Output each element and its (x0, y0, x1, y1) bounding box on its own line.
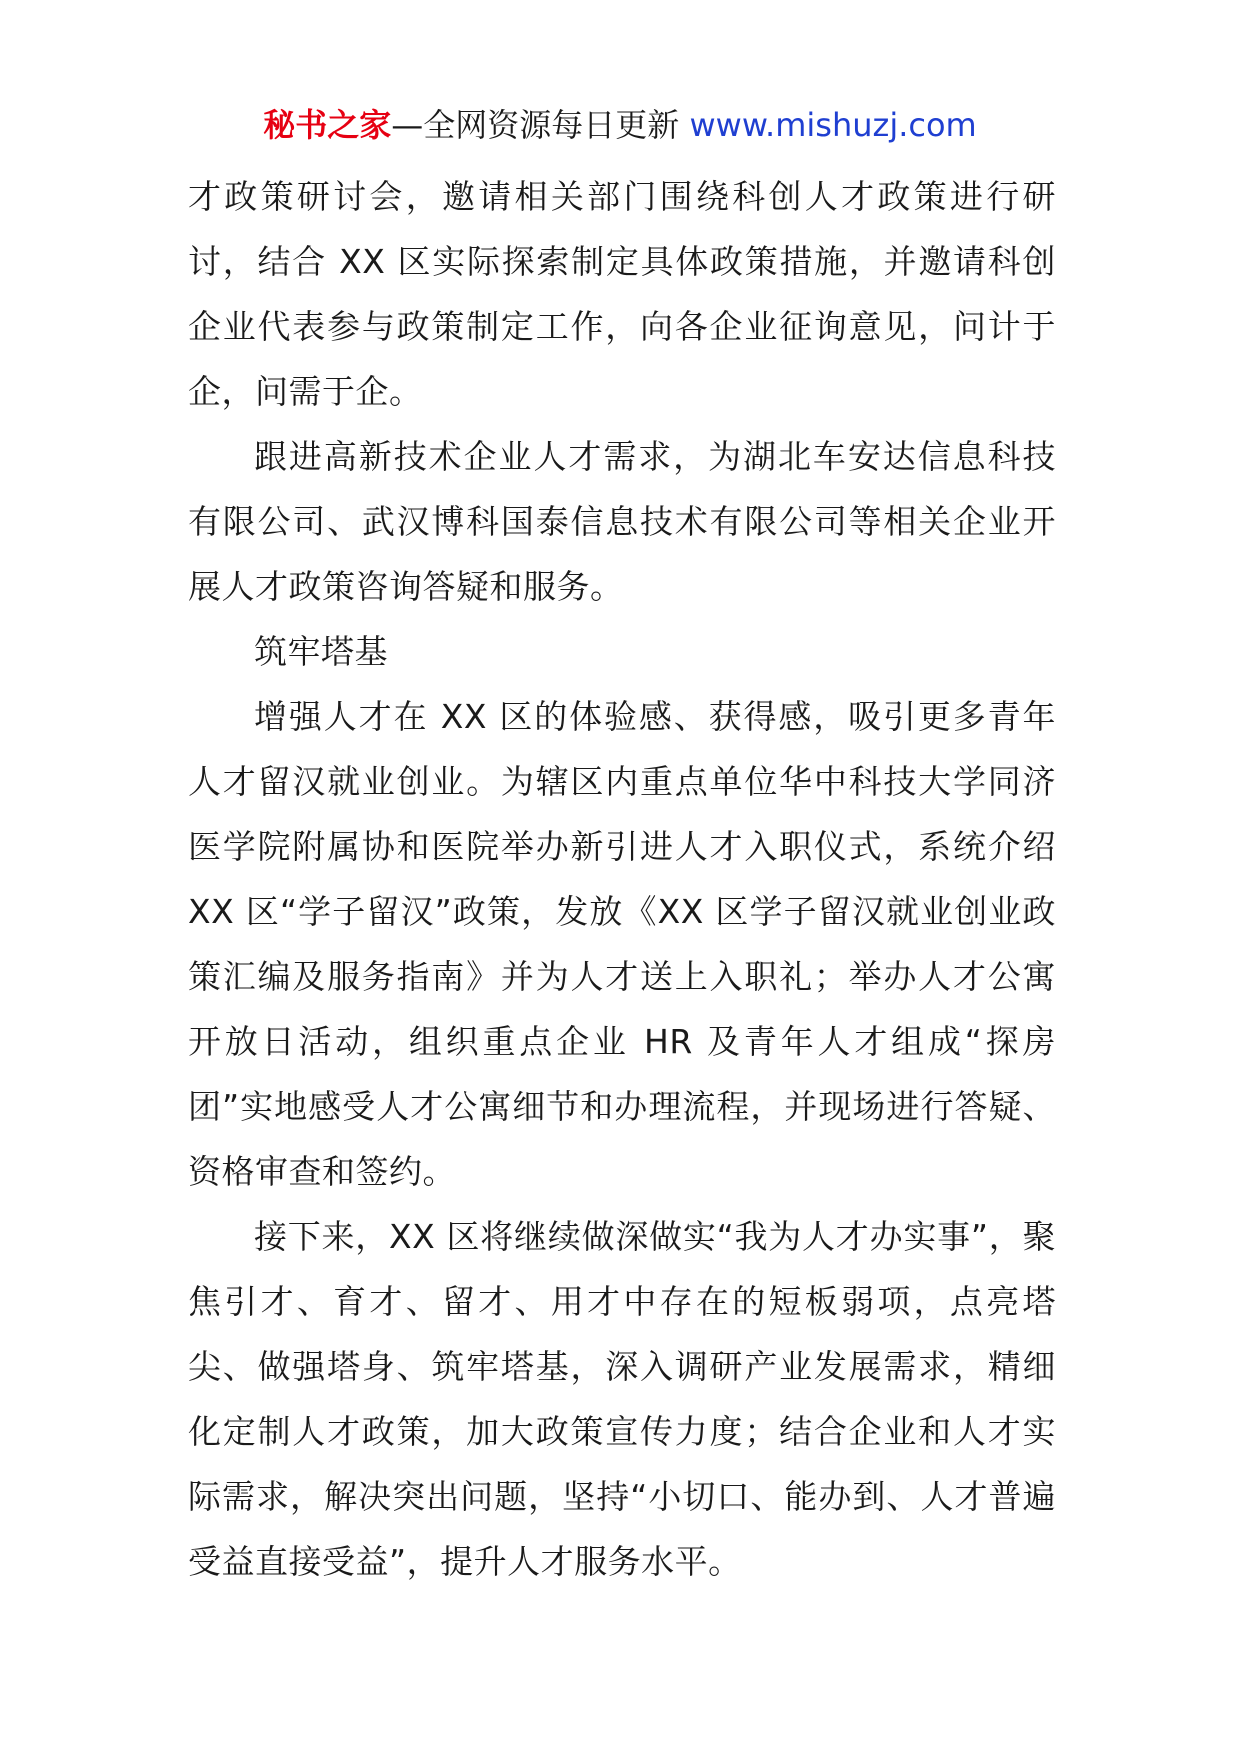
header-tagline: —全网资源每日更新 (391, 106, 690, 144)
section-heading: 筑牢塔基 (254, 632, 388, 671)
paragraph-3: 增强人才在 XX 区的体验感、获得感，吸引更多青年人才留汉就业创业。为辖区内重点单位华中科技大学同济医学院附属协和医院举办新引进人才入职仪式，系统介绍 XX 区“学子留汉”政策，发放《XX 区学子留汉就业创业政策汇编及服务指南》并为人才送上入职礼；举办人才公寓开放日活动，组织重点企业 HR 及青年人才组成“探房团”实地感受人才公寓细节和办理流程，并现场进行答疑、资格审查和签约。 (188, 697, 1056, 1191)
page-header (0, 100, 1240, 150)
document-body (188, 164, 1056, 1594)
header-site-link[interactable]: www.mishuzj.com (689, 106, 977, 144)
header-brand: 秘书之家 (263, 106, 392, 144)
paragraph-1: 才政策研讨会，邀请相关部门围绕科创人才政策进行研讨，结合 XX 区实际探索制定具体政策措施，并邀请科创企业代表参与政策制定工作，向各企业征询意见，问计于企，问需于企。 (188, 177, 1056, 411)
paragraph-4: 接下来，XX 区将继续做深做实“我为人才办实事”，聚焦引才、育才、留才、用才中存在的短板弱项，点亮塔尖、做强塔身、筑牢塔基，深入调研产业发展需求，精细化定制人才政策，加大政策宣传力度；结合企业和人才实际需求，解决突出问题，坚持“小切口、能办到、人才普遍受益直接受益”，提升人才服务水平。 (188, 1217, 1056, 1581)
paragraph-2: 跟进高新技术企业人才需求，为湖北车安达信息科技有限公司、武汉博科国泰信息技术有限公司等相关企业开展人才政策咨询答疑和服务。 (188, 437, 1056, 606)
